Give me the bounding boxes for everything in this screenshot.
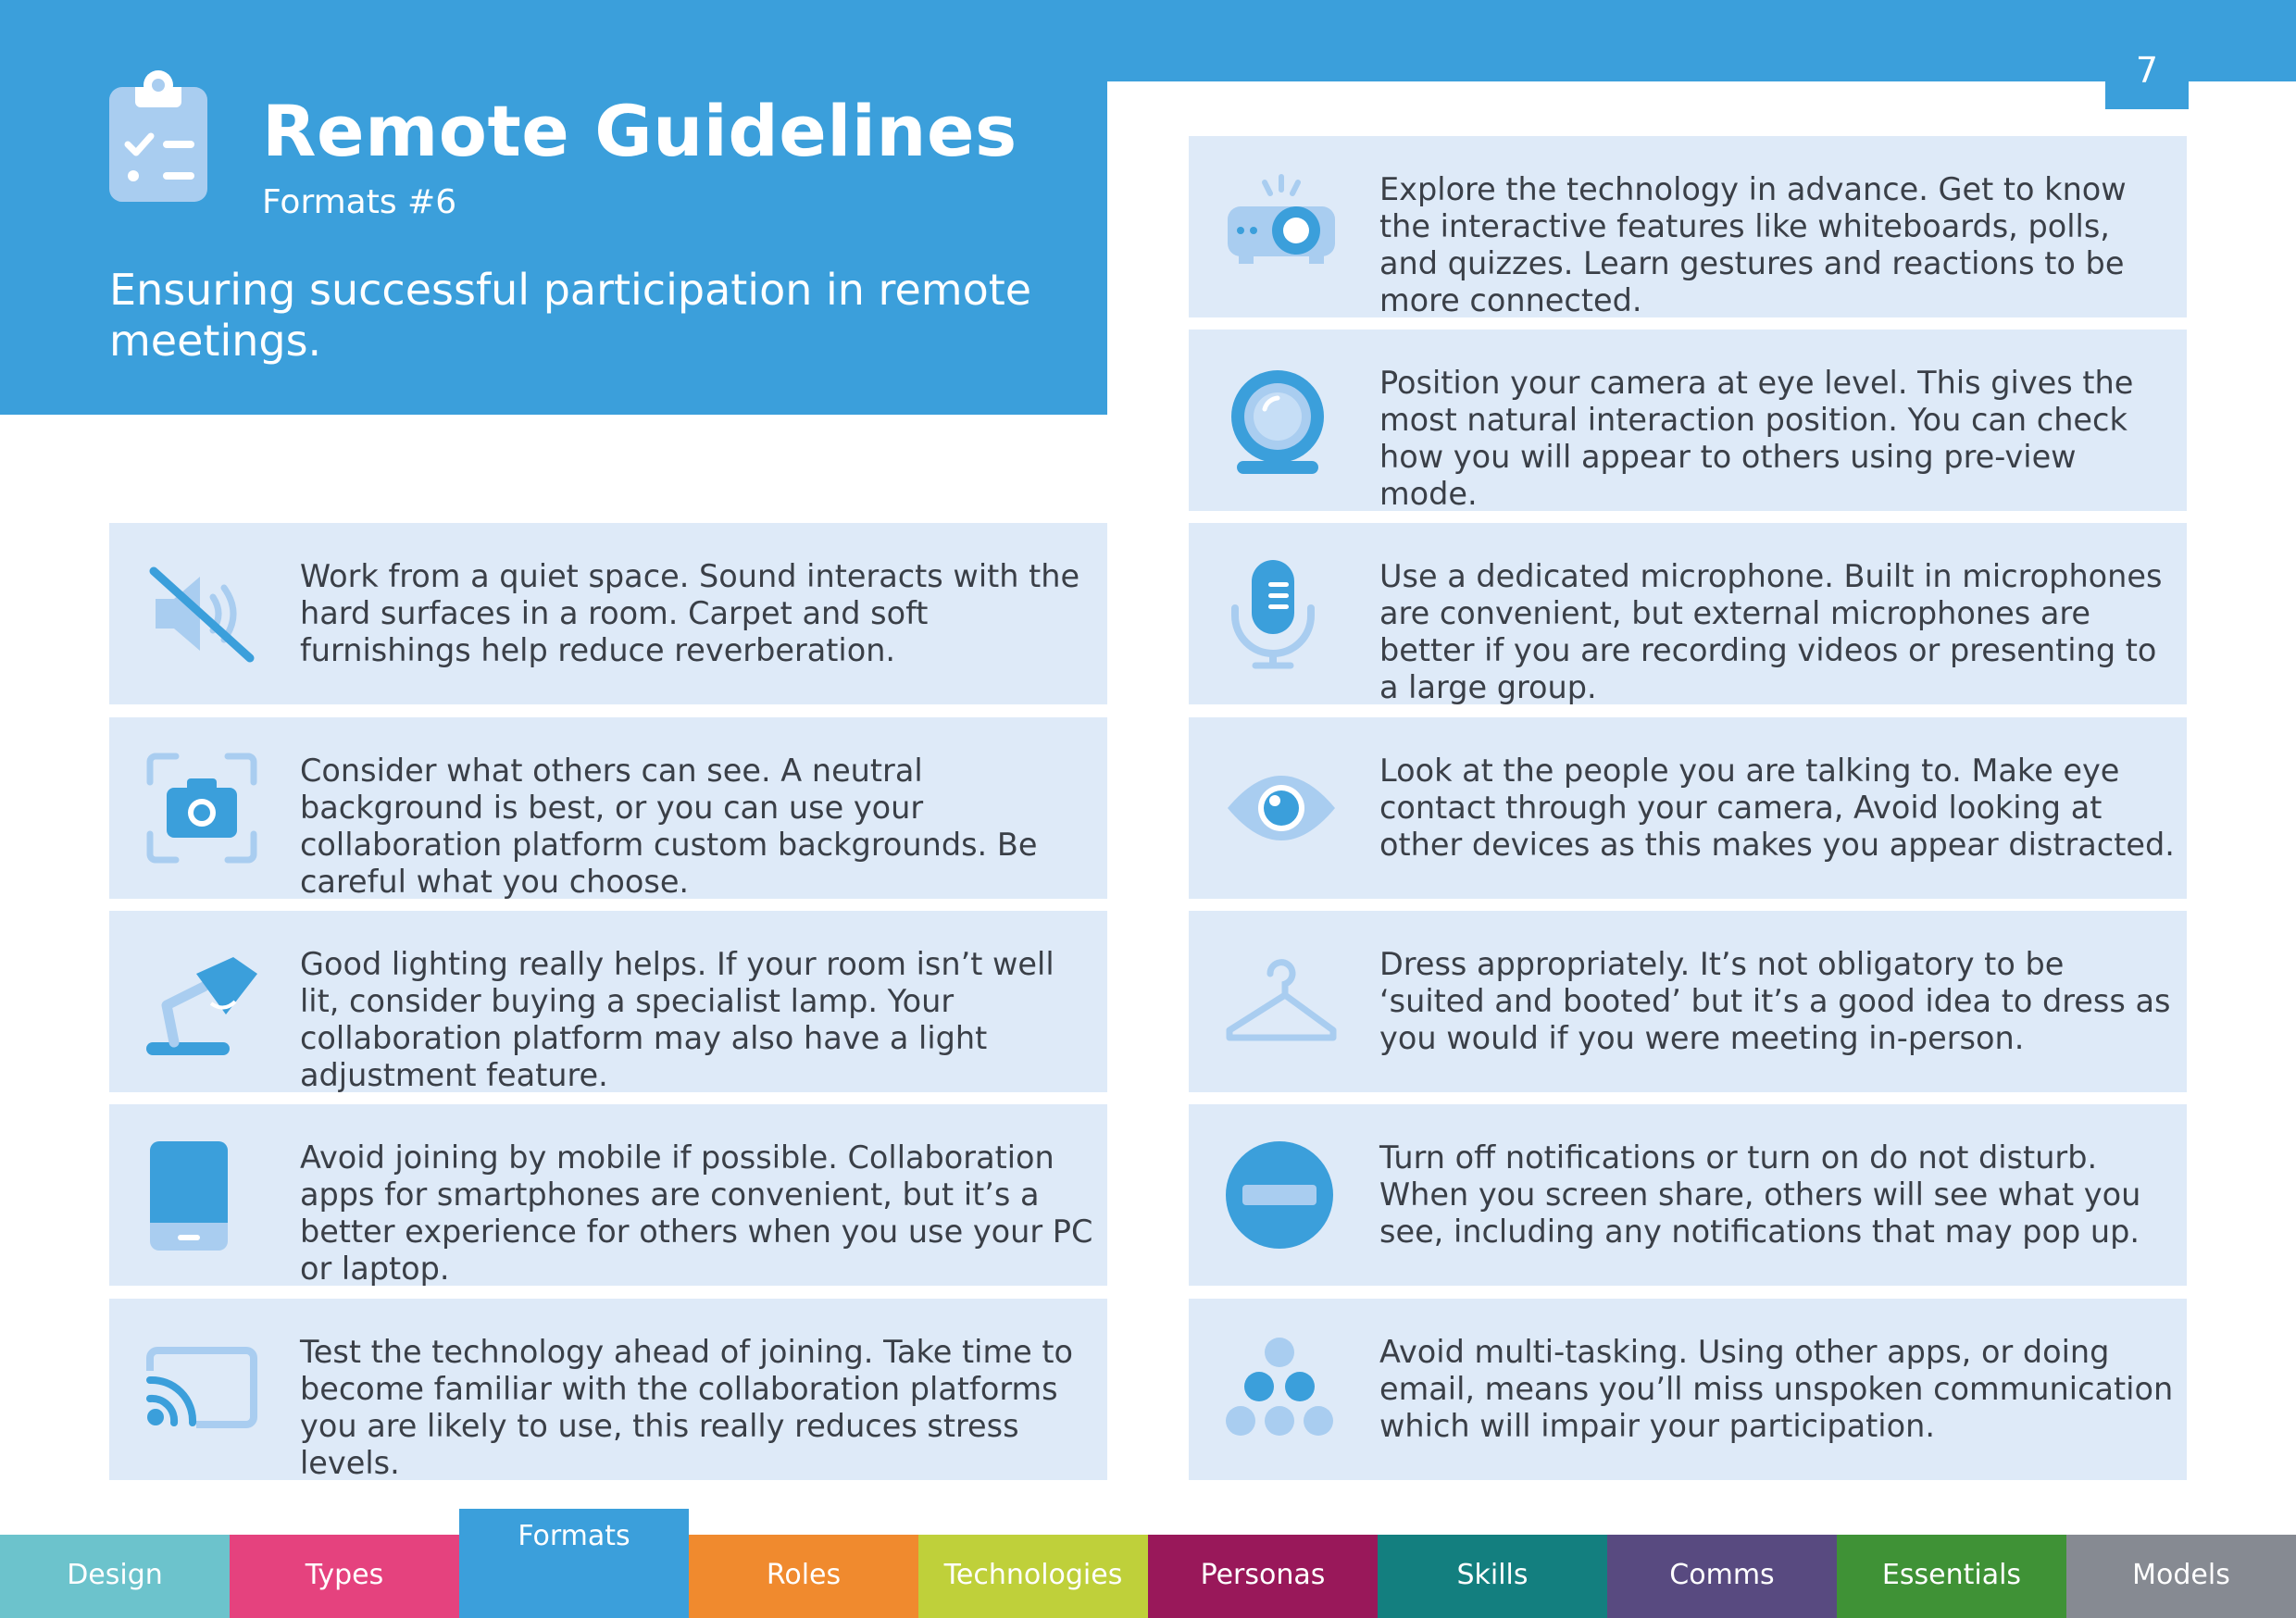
screen-cast-icon: [146, 1334, 257, 1445]
nav-tab-skills[interactable]: Skills: [1378, 1535, 1607, 1618]
guideline-text: Dress appropriately. It’s not obligatory to be ‘suited and booted’ but it’s a good idea to dress as you would if you were meeting in-person.: [1379, 946, 2171, 1056]
section-nav: [0, 1520, 2296, 1618]
guideline-card: [1189, 717, 2187, 899]
microphone-icon: [1226, 558, 1337, 669]
guideline-card: [1189, 911, 2187, 1092]
guideline-text: Good lighting really helps. If your room isn’t well lit, consider buying a specialist lamp. Your collaboration platform may also have a light adjustment feature.: [300, 946, 1054, 1093]
mobile-phone-icon: [146, 1139, 257, 1251]
guideline-card: [109, 911, 1107, 1092]
header-panel: [0, 0, 1107, 415]
projector-icon: [1226, 171, 1337, 282]
nav-tab-roles[interactable]: Roles: [689, 1535, 918, 1618]
nav-tab-personas[interactable]: Personas: [1148, 1535, 1378, 1618]
guideline-text: Work from a quiet space. Sound interacts with the hard surfaces in a room. Carpet and soft furnishings help reduce reverberation.: [300, 558, 1080, 668]
guideline-card: [109, 1104, 1107, 1286]
webcam-icon: [1226, 365, 1337, 476]
clipboard-checklist-icon: [107, 67, 209, 204]
guideline-text: Consider what others can see. A neutral background is best, or you can use your collaboration platform custom backgrounds. Be careful what you choose.: [300, 753, 1038, 900]
nav-tab-essentials[interactable]: Essentials: [1837, 1535, 2066, 1618]
guideline-text: Test the technology ahead of joining. Take time to become familiar with the collaboration platforms you are likely to use, this really reduces stress levels.: [300, 1334, 1073, 1481]
desk-lamp-icon: [146, 946, 257, 1057]
coat-hanger-icon: [1226, 946, 1337, 1057]
guideline-card: [109, 1299, 1107, 1480]
guideline-text: Turn off notifications or turn on do not disturb. When you screen share, others will see what you see, including any notifications that may pop up.: [1379, 1139, 2141, 1250]
nav-tab-formats[interactable]: Formats: [459, 1509, 689, 1618]
guideline-card: [1189, 330, 2187, 511]
guideline-text: Avoid multi-tasking. Using other apps, or doing email, means you’ll miss unspoken communication which will impair your participation.: [1379, 1334, 2174, 1444]
nav-tab-types[interactable]: Types: [230, 1535, 459, 1618]
camera-frame-icon: [146, 753, 257, 864]
nav-tab-models[interactable]: Models: [2066, 1535, 2296, 1618]
guideline-card: [1189, 136, 2187, 317]
page-number: 7: [2105, 37, 2189, 109]
nav-tab-design[interactable]: Design: [0, 1535, 230, 1618]
page-title: Remote Guidelines: [262, 90, 1017, 172]
guideline-text: Look at the people you are talking to. Make eye contact through your camera, Avoid looking at other devices as this makes you appear distracted.: [1379, 753, 2175, 863]
guideline-text: Position your camera at eye level. This gives the most natural interaction position. You can check how you will appear to others using pre-view mode.: [1379, 365, 2134, 512]
guideline-card: [1189, 1104, 2187, 1286]
nav-tab-comms[interactable]: Comms: [1607, 1535, 1837, 1618]
guideline-text: Explore the technology in advance. Get to know the interactive features like whiteboards, polls, and quizzes. Learn gestures and reactions to be more connected.: [1379, 171, 2127, 318]
guideline-text: Use a dedicated microphone. Built in microphones are convenient, but external microphones are better if you are recording videos or presenting to a large group.: [1379, 558, 2163, 705]
muted-speaker-icon: [146, 558, 257, 669]
guideline-text: Avoid joining by mobile if possible. Collaboration apps for smartphones are convenient, but it’s a better experience for others when you use your PC or laptop.: [300, 1139, 1093, 1287]
guideline-card: [109, 523, 1107, 704]
page-subtitle: Formats #6: [262, 183, 457, 221]
do-not-disturb-icon: [1226, 1139, 1337, 1251]
guideline-card: [1189, 1299, 2187, 1480]
guideline-card: [1189, 523, 2187, 704]
guideline-card: [109, 717, 1107, 899]
dots-cluster-icon: [1226, 1334, 1337, 1445]
eye-icon: [1226, 753, 1337, 864]
lead-text: Ensuring successful participation in remote meetings.: [109, 265, 1032, 367]
nav-tab-technologies[interactable]: Technologies: [918, 1535, 1148, 1618]
